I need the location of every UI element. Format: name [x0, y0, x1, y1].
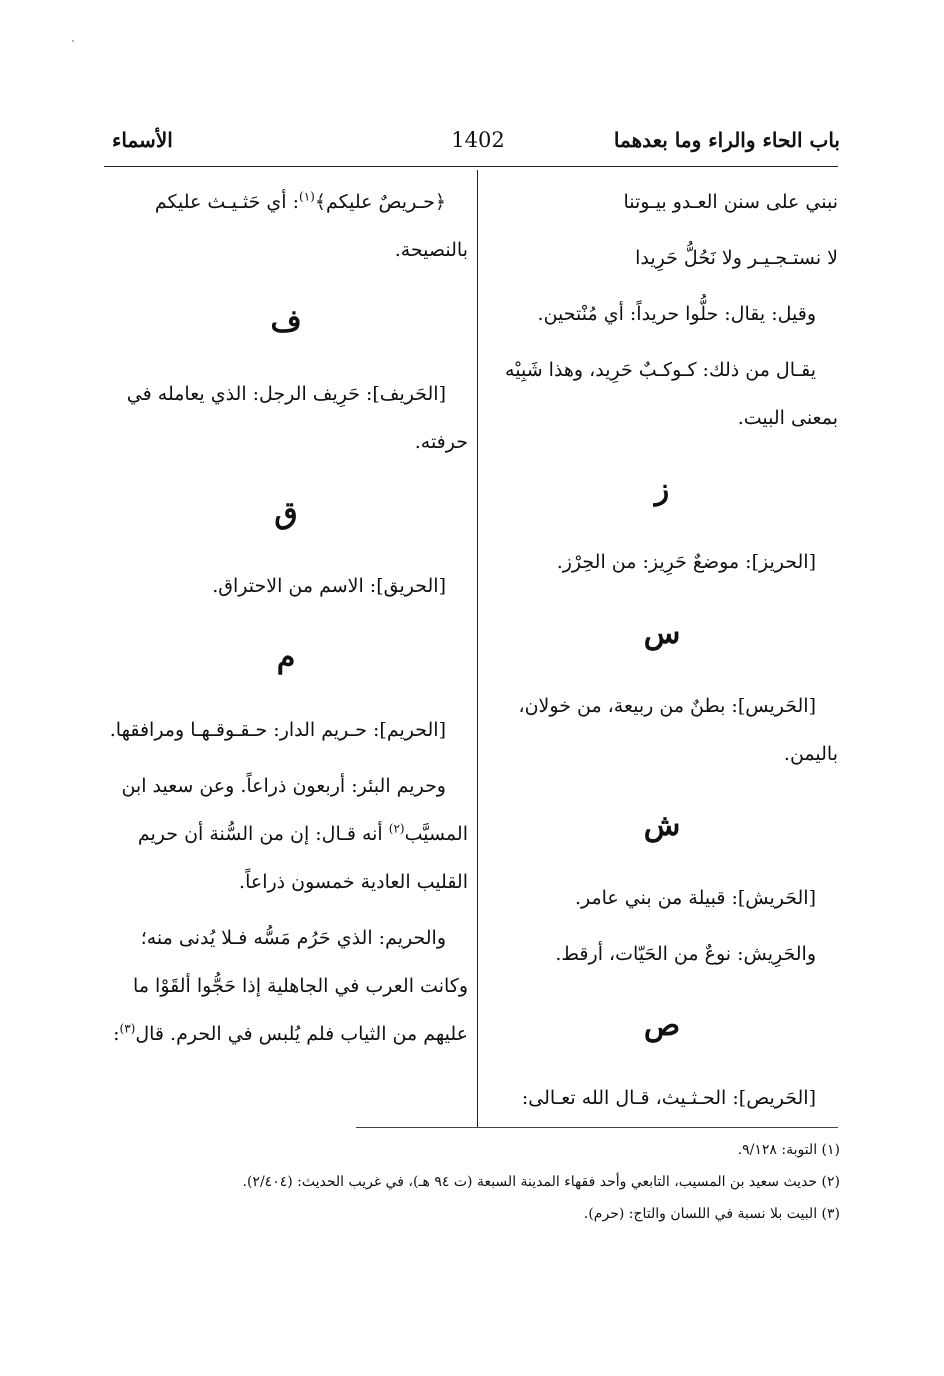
entry-text: وحريم البئر: أربعون ذراعاً. وعن سعيد ابن المسيَّب	[121, 775, 468, 845]
footnote-ref[interactable]: (٣)	[119, 1021, 136, 1036]
entry-text: :	[113, 1023, 120, 1045]
footnote-ref[interactable]: (١)	[299, 189, 315, 204]
footnote-ref[interactable]: (٢)	[388, 821, 405, 836]
verse-line-1: نبني على سنن العـدو بيـوتنا	[623, 191, 838, 213]
letter-heading-s: س	[643, 616, 681, 651]
entry-harish: [الحَريش]: قبيلة من بني عامر.	[574, 887, 816, 909]
entry-harish-snake: والحَرِيش: نوعٌ من الحَيّات، أرقط.	[555, 943, 816, 965]
footnote-2: (٢) حديث سعيد بن المسيب، التابعي وأحد فقهاء المدينة السبعة (ت ٩٤ هـ)، في غريب الحديث: (٢/٤٠٤).	[242, 1174, 840, 1190]
letter-heading-sad: ص	[643, 1008, 681, 1043]
letter-heading-z: ز	[654, 472, 670, 507]
section-title: الأسماء	[112, 128, 173, 152]
entry-text: والحريم: الذي حَرُم مَسُّه فـلا يُدنى منه؛ وكانت العرب في الجاهلية إذا حَجُّوا ألقَوْا ما عليهم من الثياب فلم يُلبس في الحرم. قال	[133, 927, 468, 1045]
entry-harim-bir	[104, 762, 468, 906]
entry-haris-eager: [الحَريص]: الحـثـيث، قـال الله تعـالى:	[521, 1087, 816, 1109]
chapter-title: باب الحاء والراء وما بعدهما	[613, 128, 840, 152]
entry-harim: [الحريم]: حـريم الدار: حـقـوقـهـا ومرافقها.	[109, 719, 446, 741]
footnote-rule	[356, 1127, 838, 1128]
letter-heading-sh: ش	[643, 808, 681, 843]
footnote-1: (١) التوبة: ٩/١٢٨.	[737, 1142, 840, 1158]
footnote-3: (٣) البيت بلا نسبة في اللسان والتاج: (حرم).	[583, 1206, 840, 1222]
quran-entry	[104, 178, 468, 274]
entry-harim-sacred	[104, 914, 468, 1058]
entry-text: أنه قـال: إن من السُّنة أن حريم القليب العادية خمسون ذراعاً.	[137, 823, 468, 893]
paragraph: يقـال من ذلك: كـوكـبٌ حَرِيد، وهذا شَبِيْه بمعنى البيت.	[505, 359, 838, 429]
entry-haris: [الحَريس]: بطنٌ من ربيعة، من خولان، باليمن.	[518, 695, 838, 765]
quran-quote: ﴿حـريصٌ عليكم﴾	[314, 191, 446, 213]
entry-harif: [الحَريف]: حَرِيف الرجل: الذي يعامله في حرفته.	[126, 383, 468, 453]
letter-heading-q: ق	[274, 496, 298, 531]
paragraph: وقيل: يقال: حلُّوا حريداً: أي مُنْتحين.	[537, 303, 816, 325]
header-rule	[104, 166, 838, 167]
quran-gloss: : أي حَثـيـث عليكم بالنصيحة.	[154, 191, 468, 261]
column-divider	[477, 170, 478, 1127]
scan-speck	[72, 40, 74, 42]
letter-heading-m: م	[276, 640, 296, 675]
right-column	[486, 178, 838, 1128]
verse-line-2: لا نستـجـيـر ولا نَحُلُّ حَرِيدا	[635, 247, 838, 269]
left-column	[104, 178, 468, 1128]
page-number: 1402	[451, 128, 505, 152]
entry-hariz: [الحريز]: موضعٌ حَرِيز: من الحِرْز.	[556, 551, 816, 573]
entry-hariq: [الحريق]: الاسم من الاحتراق.	[212, 575, 446, 597]
letter-heading-f: ف	[270, 304, 302, 339]
